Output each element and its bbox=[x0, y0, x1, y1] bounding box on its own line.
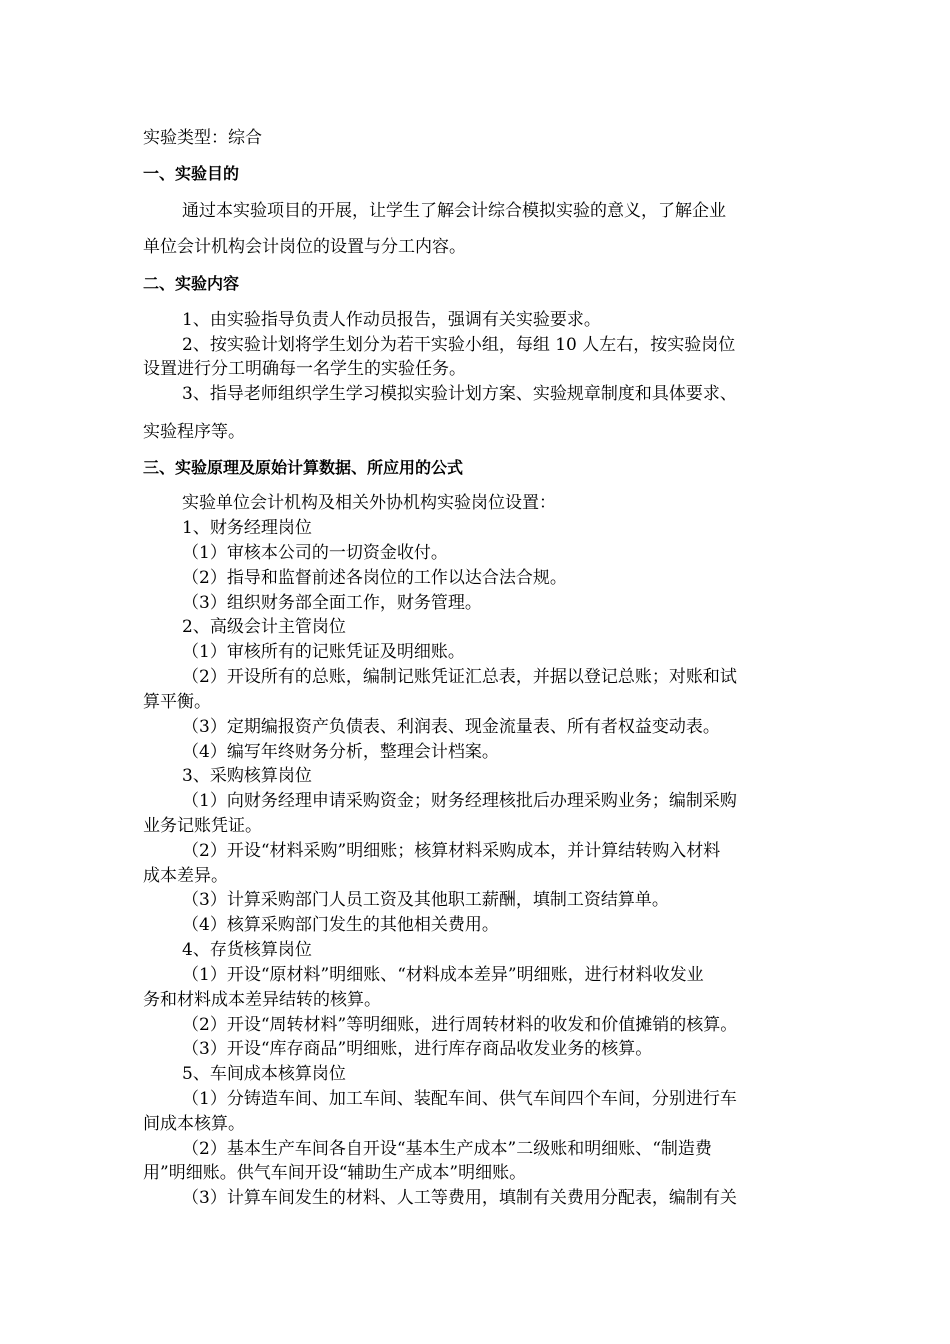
post-3-duty-3: （3）计算采购部门人员工资及其他职工薪酬，填制工资结算单。 bbox=[182, 890, 669, 910]
post-1-duty-1: （1）审核本公司的一切资金收付。 bbox=[182, 543, 448, 563]
post-3-duty-2-line-1: （2）开设“材料采购”明细账；核算材料采购成本，并计算结转购入材料 bbox=[182, 841, 721, 861]
post-3-duty-1-line-2: 业务记账凭证。 bbox=[143, 816, 262, 836]
post-5-duty-2-line-2: 用”明细账。供气车间开设“辅助生产成本”明细账。 bbox=[143, 1163, 527, 1183]
section-2-item-1: 1、由实验指导负责人作动员报告，强调有关实验要求。 bbox=[182, 310, 601, 330]
post-2-duty-2-line-2: 算平衡。 bbox=[143, 692, 211, 712]
post-1-title: 1、财务经理岗位 bbox=[182, 518, 312, 538]
post-4-duty-2: （2）开设“周转材料”等明细账，进行周转材料的收发和价值摊销的核算。 bbox=[182, 1015, 738, 1035]
section-2-item-2-line-2: 设置进行分工明确每一名学生的实验任务。 bbox=[143, 359, 466, 379]
post-4-duty-3: （3）开设“库存商品”明细账，进行库存商品收发业务的核算。 bbox=[182, 1039, 653, 1059]
section-3-intro: 实验单位会计机构及相关外协机构实验岗位设置： bbox=[182, 493, 556, 513]
section-2-item-3-line-1: 3、指导老师组织学生学习模拟实验计划方案、实验规章制度和具体要求、 bbox=[182, 384, 737, 404]
post-4-duty-1-line-2: 务和材料成本差异结转的核算。 bbox=[143, 990, 381, 1010]
post-5-duty-1-line-1: （1）分铸造车间、加工车间、装配车间、供气车间四个车间，分别进行车 bbox=[182, 1089, 737, 1109]
section-1-paragraph-line-1: 通过本实验项目的开展，让学生了解会计综合模拟实验的意义，了解企业 bbox=[182, 201, 726, 221]
post-2-duty-2-line-1: （2）开设所有的总账，编制记账凭证汇总表，并据以登记总账；对账和试 bbox=[182, 667, 737, 687]
post-5-duty-1-line-2: 间成本核算。 bbox=[143, 1114, 245, 1134]
post-3-duty-2-line-2: 成本差异。 bbox=[143, 866, 228, 886]
post-3-duty-4: （4）核算采购部门发生的其他相关费用。 bbox=[182, 915, 499, 935]
section-2-heading: 二、实验内容 bbox=[143, 274, 240, 293]
post-3-title: 3、采购核算岗位 bbox=[182, 766, 312, 786]
post-3-duty-1-line-1: （1）向财务经理申请采购资金；财务经理核批后办理采购业务；编制采购 bbox=[182, 791, 737, 811]
section-2-item-2-line-1: 2、按实验计划将学生划分为若干实验小组，每组 10 人左右，按实验岗位 bbox=[182, 335, 736, 355]
section-2-item-3-line-2: 实验程序等。 bbox=[143, 422, 245, 442]
post-2-duty-3: （3）定期编报资产负债表、利润表、现金流量表、所有者权益变动表。 bbox=[182, 717, 720, 737]
post-2-duty-4: （4）编写年终财务分析，整理会计档案。 bbox=[182, 742, 499, 762]
post-5-title: 5、车间成本核算岗位 bbox=[182, 1064, 346, 1084]
post-1-duty-3: （3）组织财务部全面工作，财务管理。 bbox=[182, 593, 482, 613]
post-1-duty-2: （2）指导和监督前述各岗位的工作以达合法合规。 bbox=[182, 568, 567, 588]
post-2-title: 2、高级会计主管岗位 bbox=[182, 617, 346, 637]
experiment-type: 实验类型：综合 bbox=[143, 128, 262, 148]
section-3-heading: 三、实验原理及原始计算数据、所应用的公式 bbox=[143, 458, 464, 477]
post-2-duty-1: （1）审核所有的记账凭证及明细账。 bbox=[182, 642, 465, 662]
post-5-duty-3-line-1: （3）计算车间发生的材料、人工等费用，填制有关费用分配表，编制有关 bbox=[182, 1188, 737, 1208]
section-1-paragraph-line-2: 单位会计机构会计岗位的设置与分工内容。 bbox=[143, 237, 466, 257]
post-4-title: 4、存货核算岗位 bbox=[182, 940, 312, 960]
section-1-heading: 一、实验目的 bbox=[143, 164, 240, 183]
post-4-duty-1-line-1: （1）开设“原材料”明细账、“材料成本差异”明细账，进行材料收发业 bbox=[182, 965, 704, 985]
post-5-duty-2-line-1: （2）基本生产车间各自开设“基本生产成本”二级账和明细账、“制造费 bbox=[182, 1139, 712, 1159]
